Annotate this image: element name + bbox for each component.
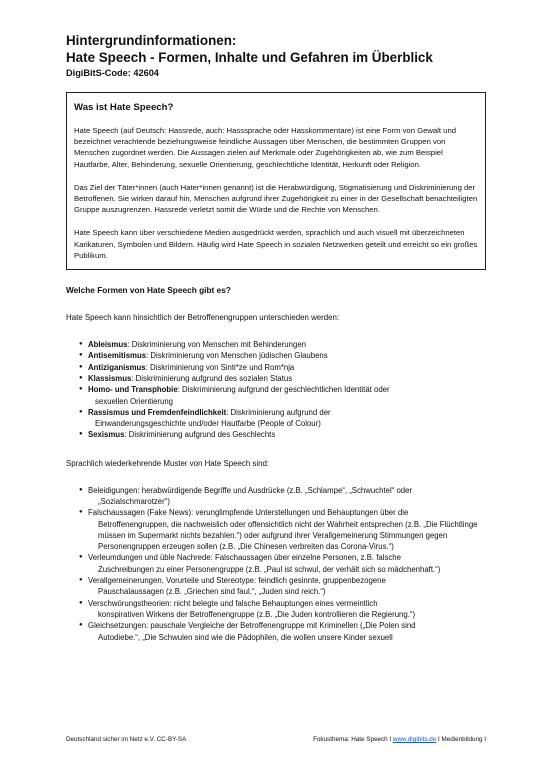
list-item: ● Verschwörungstheorien: nicht belegte und falsche Behauptungen eines vermeintlich konspirativen Wirkens der Betroffenengruppe (z.B. „Die Juden kontrollieren die Regierung.“) [82, 598, 486, 621]
groups-list [82, 339, 486, 441]
digibits-link[interactable]: www.digibits.de [392, 736, 437, 743]
list-item: ● Verleumdungen und üble Nachrede: Falschaussagen über einzelne Personen, z.B. falsche Zuschreibungen zu einer Personengruppe (z.B. „Paul ist schwul, der verhält sich so mädchenhaft.“) [82, 552, 486, 575]
section-intro-groups: Hate Speech kann hinsichtlich der Betroffenengruppen unterschieden werden: [66, 313, 340, 323]
list-item: ● Gleichsetzungen: pauschale Vergleiche der Betroffenengruppe mit Kriminellen („Die Polen sind Autodiebe.“, „Die Schwulen sind wie die Pädophilen, die wollen unsere Kinder sexuell [82, 620, 486, 643]
page-title-line2: Hate Speech - Formen, Inhalte und Gefahren im Überblick [66, 50, 433, 65]
footer-left: Deutschland sicher im Netz e.V. CC-BY-SA [66, 736, 187, 743]
patterns-list [82, 485, 486, 643]
list-item: ● Antisemitismus: Diskriminierung von Menschen jüdischen Glaubens [82, 350, 486, 361]
list-item: ● Klassismus: Diskriminierung aufgrund des sozialen Status [82, 373, 486, 384]
info-box [66, 92, 486, 270]
digibits-code: DigiBitS-Code: 42604 [66, 68, 159, 78]
list-item: ● Rassismus und Fremdenfeindlichkeit: Diskriminierung aufgrund der Einwanderungsgeschichte und/oder Hautfarbe (People of Colour) [82, 407, 486, 430]
info-box-paragraph-3: Hate Speech kann über verschiedene Medien ausgedrückt werden, sprachlich und auch visuell mit überzeichneten Karikaturen, Symbolen und Bildern. Häufig wird Hate Speech in sozialen Netzwerken geteilt und erreicht so ein großes Publikum. [74, 228, 478, 260]
list-item: ● Verallgemeinerungen, Vorurteile und Stereotype: feindlich gesinnte, gruppenbezogene Pauschalaussagen (z.B. „Griechen sind faul.“, „Juden sind reich.“) [82, 575, 486, 598]
info-box-paragraph-1: Hate Speech (auf Deutsch: Hassrede, auch: Hasssprache oder Hasskommentare) ist eine Form von Gewalt und bezeichnet verachtende beziehungsweise feindliche Aussagen über Menschen, die bestimmten Gruppen von Menschen zugordnet werden. Die Aussagen zielen auf Merkmale oder Zugehörigkeiten ab, wie zum Beispiel Hautfarbe, Alter, Behinderung, sexuelle Orientierung, geschlechtliche Identität, Herkunft oder Religion. [74, 126, 456, 169]
info-box-paragraph-2: Das Ziel der Täter*innen (auch Hater*innen genannt) ist die Herabwürdigung, Stigmatisierung und Diskriminierung der Betroffenen. Sie wirken darauf hin, Menschen aufgrund ihrer Zugehörigkeit zu einer in der Gesellschaft benachteiligten Gruppe auszugrenzen. Hassrede verletzt somit die Würde und die Rechte von Menschen. [74, 182, 478, 215]
list-item: ● Homo- und Transphobie: Diskriminierung aufgrund der geschlechtlichen Identität oder sexuellen Orientierung [82, 384, 486, 407]
section-heading-forms: Welche Formen von Hate Speech gibt es? [66, 285, 231, 296]
list-item: ● Antiziganismus: Diskriminierung von Sinti*ze und Rom*nja [82, 362, 486, 373]
page-title-line1: Hintergrundinformationen: [66, 33, 237, 48]
list-item: ● Ableismus: Diskriminierung von Menschen mit Behinderungen [82, 339, 486, 350]
page-footer [66, 736, 486, 743]
list-item: ● Sexismus: Diskriminierung aufgrund des Geschlechts [82, 429, 486, 440]
footer-right: Fokusthema: Hate Speech I www.digibits.de I Medienbildung I [313, 736, 486, 743]
info-box-title: Was ist Hate Speech? [74, 102, 174, 113]
list-item: ● Beleidigungen: herabwürdigende Begriffe und Ausdrücke (z.B. „Schlampe“, „Schwuchtel“ oder „Sozialschmarotzer“) [82, 485, 486, 508]
document-page [66, 32, 486, 643]
list-item: ● Falschaussagen (Fake News): verunglimpfende Unterstellungen und Behauptungen über die Betroffenengruppen, die nachweislich oder offensichtlich nicht der Wahrheit entsprechen (z.B. „Die Flüchtlinge müssen im Supermarkt nichts bezahlen.“) oder aufgrund ihrer Verallgemeinerung Stimmungen gegen Personengruppen erzeugen sollen (z.B. „Die Chinesen verbreiten das Corona-Virus.“) [82, 507, 486, 552]
section-intro-patterns: Sprachlich wiederkehrende Muster von Hate Speech sind: [66, 458, 270, 468]
